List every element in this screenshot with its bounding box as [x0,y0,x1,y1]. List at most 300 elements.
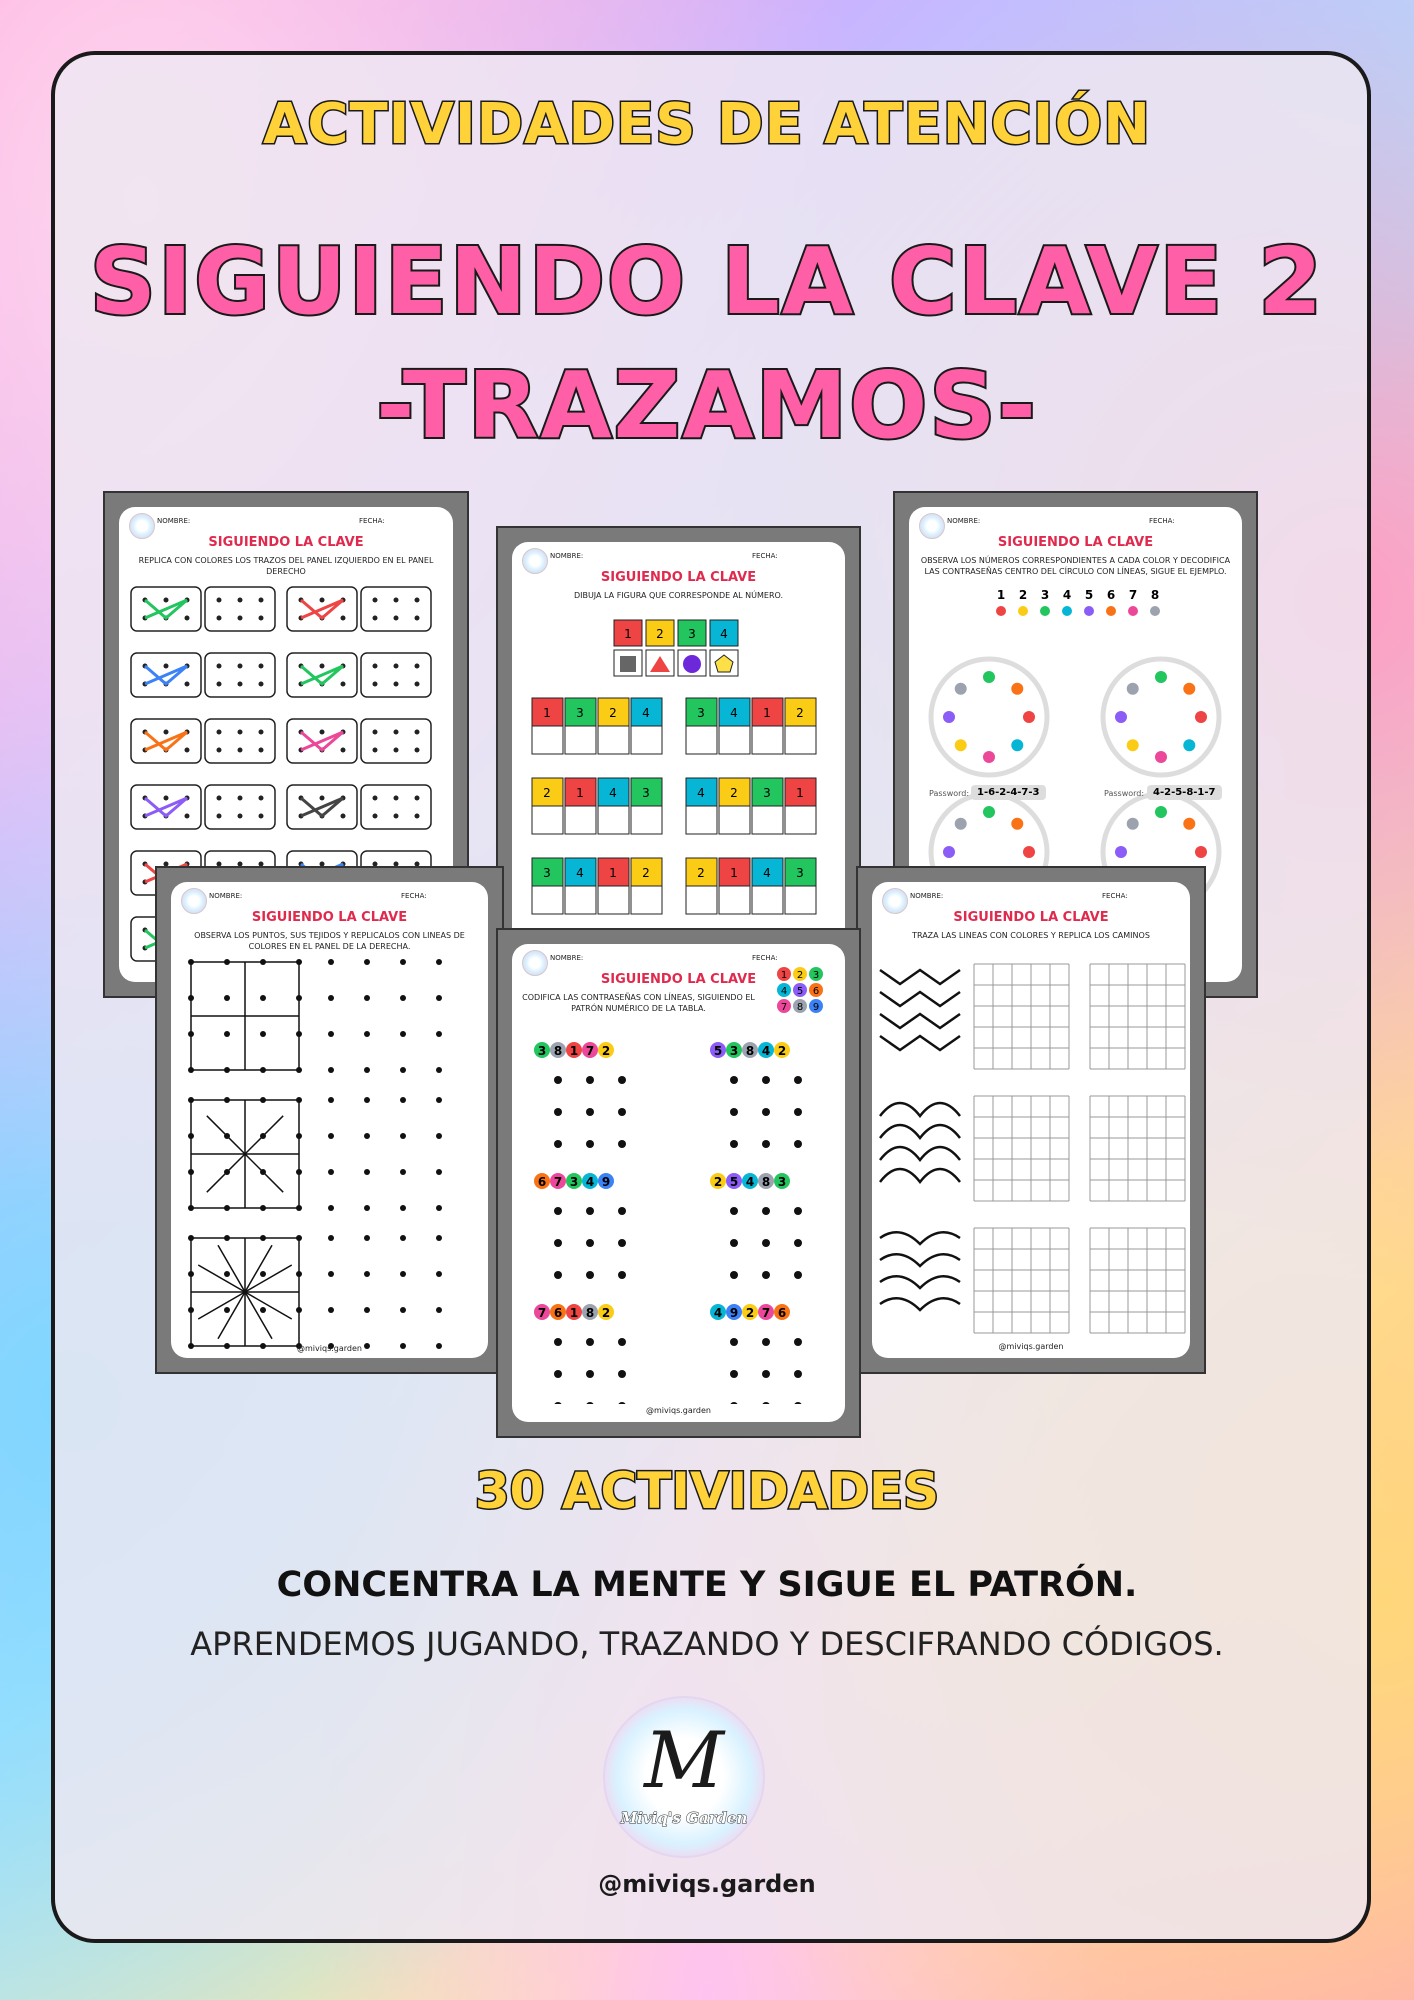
grid-dot [618,1108,626,1116]
key-dot [1106,606,1116,616]
code-digit: 3 [729,1044,739,1058]
answer-cell [785,806,816,834]
date-label: FECHA: [752,552,778,560]
dot [373,748,378,753]
code-digit: 8 [761,1175,771,1189]
dot [373,616,378,621]
dot [238,664,243,669]
answer-cell [532,806,563,834]
color-dot [1183,739,1195,751]
code-digit: 4 [585,1175,595,1189]
path-line [880,1036,960,1050]
weave-line [245,1154,283,1192]
color-dot [1127,818,1139,830]
name-label: NOMBRE: [947,517,981,525]
grid-dot [260,1307,266,1313]
grid-dot [400,995,406,1001]
grid-dot [762,1140,770,1148]
grid-dot [794,1108,802,1116]
grid-dot [400,1031,406,1037]
key-number: 8 [1150,588,1160,602]
grid-dot [328,1307,334,1313]
key-number: 4 [720,627,728,641]
name-label: NOMBRE: [910,892,944,900]
grid-dot [730,1207,738,1215]
code-digit: 3 [569,1175,579,1189]
dot [394,682,399,687]
code-digit: 5 [729,1175,739,1189]
password-label: Password: [929,789,970,798]
answer-cell [565,806,596,834]
dot [185,616,190,621]
circle-shape [683,655,701,673]
dot [238,682,243,687]
grid-dot [762,1402,770,1404]
color-dot [1155,751,1167,763]
date-label: FECHA: [401,892,427,900]
answer-cell [565,726,596,754]
grid-dot [328,1097,334,1103]
cell-number: 2 [543,786,551,800]
cell-number: 1 [543,706,551,720]
answer-cell [752,886,783,914]
path-line [880,1125,960,1138]
grid-dot [618,1338,626,1346]
key-number: 6 [1106,588,1116,602]
key-number: 3 [812,970,820,981]
dot [217,664,222,669]
code-digit: 7 [585,1044,595,1058]
grid-dot [730,1370,738,1378]
dot [320,730,325,735]
code-digit: 9 [601,1175,611,1189]
social-handle: @miviqs.garden [598,1870,816,1898]
grid-dot [554,1402,562,1404]
dot [415,814,420,819]
code-digit: 6 [777,1306,787,1320]
grid-dot [328,1271,334,1277]
key-number: 3 [1040,588,1050,602]
worksheet-preview-6 [856,866,1206,1374]
color-dot [1115,711,1127,723]
dot [259,748,264,753]
dot [415,616,420,621]
answer-cell [719,886,750,914]
grid-dot [328,1031,334,1037]
path-line [880,1298,960,1310]
grid-dot [328,1169,334,1175]
grid-dot [554,1271,562,1279]
grid-dot [436,1133,442,1139]
key-number: 4 [1062,588,1072,602]
grid-dot [436,1205,442,1211]
key-number: 5 [1084,588,1094,602]
code-digit: 7 [553,1175,563,1189]
answer-cell [598,886,629,914]
dot [164,598,169,603]
grid-dot [586,1271,594,1279]
worksheet-title: SIGUIENDO LA CLAVE [251,910,408,925]
path-line [880,1232,960,1244]
main-title: SIGUIENDO LA CLAVE 2 [89,228,1325,335]
dot [415,664,420,669]
grid-dot [400,959,406,965]
answer-cell [752,806,783,834]
grid-dot [260,1271,266,1277]
path-line [880,1147,960,1160]
color-dot [955,818,967,830]
dot [415,748,420,753]
key-number: 1 [996,588,1006,602]
code-digit: 3 [777,1175,787,1189]
grid-dot [364,1067,370,1073]
dot [259,682,264,687]
path-line [880,970,960,984]
code-digit: 8 [745,1044,755,1058]
color-dot [1011,739,1023,751]
worksheet-instruction: OBSERVA LOS PUNTOS, SUS TEJIDOS Y REPLICALOS CON LINEAS DE COLORES EN EL PANEL DE LA DERECHA. [194,931,465,951]
grid-dot [618,1207,626,1215]
name-label: NOMBRE: [157,517,191,525]
password-dot-grids [512,964,845,1404]
grid-dot [730,1271,738,1279]
grid-dot [364,959,370,965]
password-example-2: 4-2-5-8-1-7 [1147,785,1222,800]
dot [373,796,378,801]
grid-dot [328,1235,334,1241]
dot [394,814,399,819]
dot [394,796,399,801]
dot [238,616,243,621]
grid-dot [436,1031,442,1037]
panel-box [361,785,431,829]
answer-cell [686,806,717,834]
grid-dot [762,1076,770,1084]
color-dot [1195,846,1207,858]
date-label: FECHA: [1102,892,1128,900]
panel-box [361,587,431,631]
cell-number: 2 [730,786,738,800]
cell-number: 3 [763,786,771,800]
grid-dot [554,1108,562,1116]
code-digit: 4 [713,1306,723,1320]
panel-box [205,653,275,697]
subtitle: APRENDEMOS JUGANDO, TRAZANDO Y DESCIFRANDO CÓDIGOS. [190,1625,1224,1663]
cell-number: 2 [609,706,617,720]
dot [238,796,243,801]
dot [373,682,378,687]
key-dot [1018,606,1028,616]
cell-number: 4 [609,786,617,800]
code-digit: 4 [761,1044,771,1058]
dot [394,598,399,603]
path-line [880,992,960,1006]
worksheet-credit: @miviqs.garden [297,1344,362,1353]
path-line [880,1103,960,1116]
code-digit: 1 [569,1306,579,1320]
color-dot [943,711,955,723]
code-digit: 6 [537,1175,547,1189]
worksheet-instruction: REPLICA CON COLORES LOS TRAZOS DEL PANEL IZQUIERDO EN EL PANEL DERECHO [138,556,434,576]
worksheet-instruction: OBSERVA LOS NÚMEROS CORRESPONDIENTES A CADA COLOR Y DECODIFICA LAS CONTRASEÑAS CENTRO DEL CÍRCULO CON LÍNEAS, SIGUE EL EJEMPLO. [920,556,1231,576]
weave-line [207,1154,245,1192]
grid-dot [586,1370,594,1378]
color-dot [1195,711,1207,723]
grid-dot [400,1169,406,1175]
grid-dot [762,1370,770,1378]
weave-line [207,1116,245,1154]
worksheet-preview-4 [155,866,504,1374]
grid-dot [436,1271,442,1277]
path-line [880,1014,960,1028]
key-number: 1 [624,627,632,641]
grid-dot [794,1207,802,1215]
grid-dot [794,1239,802,1247]
grid-dot [794,1402,802,1404]
grid-dot [794,1338,802,1346]
path-trace-grids [872,944,1190,1344]
code-digit: 3 [537,1044,547,1058]
grid-dot [586,1076,594,1084]
worksheet-title: SIGUIENDO LA CLAVE [953,910,1109,925]
grid-dot [554,1140,562,1148]
code-digit: 4 [745,1175,755,1189]
answer-cell [631,886,662,914]
dot [341,616,346,621]
cell-number: 4 [730,706,738,720]
grid-dot [400,1133,406,1139]
dot [185,748,190,753]
cell-number: 4 [697,786,705,800]
dot [185,682,190,687]
grid-dot [730,1140,738,1148]
panel-box [205,719,275,763]
answer-cell [598,726,629,754]
grid-dot [554,1239,562,1247]
color-dot [1127,739,1139,751]
answer-cell [532,886,563,914]
grid-dot [400,1205,406,1211]
grid-dot [328,1133,334,1139]
key-dot [1150,606,1160,616]
dot-weave-grids [171,952,488,1352]
color-dot [955,739,967,751]
dot [259,664,264,669]
cell-number: 3 [642,786,650,800]
key-dot [1040,606,1050,616]
grid-dot [436,1235,442,1241]
dot [341,682,346,687]
key-dot [1128,606,1138,616]
activity-count: 30 ACTIVIDADES [474,1462,940,1520]
dot [164,730,169,735]
grid-dot [364,1271,370,1277]
dot [259,730,264,735]
weave-line [245,1116,283,1154]
tagline: CONCENTRA LA MENTE Y SIGUE EL PATRÓN. [276,1565,1138,1605]
dot [259,796,264,801]
grid-dot [328,1205,334,1211]
dot [238,730,243,735]
worksheet-title: SIGUIENDO LA CLAVE [997,535,1154,550]
code-digit: 6 [553,1306,563,1320]
worksheet-instruction: TRAZA LAS LINEAS CON COLORES Y REPLICA LOS CAMINOS [912,931,1150,940]
grid-dot [436,1067,442,1073]
dot [373,814,378,819]
dot [217,748,222,753]
key-number: 7 [1128,588,1138,602]
grid-dot [586,1402,594,1404]
worksheet-instruction: DIBUJA LA FIGURA QUE CORRESPONDE AL NÚMERO. [573,591,784,600]
path-line [880,1254,960,1266]
dot [415,598,420,603]
grid-dot [618,1239,626,1247]
dot [320,664,325,669]
dot [238,814,243,819]
code-digit: 2 [601,1306,611,1320]
answer-cell [785,886,816,914]
dot [320,598,325,603]
grid-dot [436,1097,442,1103]
brand-logo [603,1696,765,1858]
grid-dot [554,1207,562,1215]
worksheet-preview-5 [496,928,861,1438]
grid-dot [328,1067,334,1073]
kicker-title: ACTIVIDADES DE ATENCIÓN [263,92,1151,157]
grid-dot [364,1307,370,1313]
color-dot [983,806,995,818]
color-dot [983,671,995,683]
key-number: 7 [780,1002,788,1013]
dot [373,730,378,735]
key-number: 8 [796,1002,804,1013]
name-label: NOMBRE: [550,954,584,962]
cell-number: 2 [796,706,804,720]
key-number: 5 [796,986,804,997]
key-number: 9 [812,1002,820,1013]
grid-dot [554,1076,562,1084]
worksheet-title: SIGUIENDO LA CLAVE [208,535,364,550]
path-line [880,1169,960,1182]
dot [164,796,169,801]
grid-dot [400,1235,406,1241]
key-number: 1 [780,970,788,981]
grid-dot [224,1271,230,1277]
worksheet-instruction: CODIFICA LAS CONTRASEÑAS CON LÍNEAS, SIGUIENDO EL PATRÓN NUMÉRICO DE LA TABLA. [522,993,755,1013]
answer-cell [719,726,750,754]
color-dot [1023,846,1035,858]
worksheet-credit: @miviqs.garden [998,1342,1064,1351]
dot [217,616,222,621]
main-subtitle: -TRAZAMOS- [376,352,1038,459]
grid-dot [618,1271,626,1279]
key-number: 6 [812,986,820,997]
grid-dot [730,1402,738,1404]
dot [341,748,346,753]
dot [415,796,420,801]
color-dot [1127,683,1139,695]
dot [259,616,264,621]
path-line [880,1276,960,1288]
code-digit: 7 [761,1306,771,1320]
answer-cell [565,886,596,914]
key-dot [1062,606,1072,616]
cell-number: 1 [796,786,804,800]
cell-number: 2 [642,866,650,880]
answer-cell [631,726,662,754]
dot [394,664,399,669]
grid-dot [436,995,442,1001]
grid-dot [618,1370,626,1378]
key-dot [996,606,1006,616]
color-dot [983,751,995,763]
grid-dot [794,1076,802,1084]
grid-dot [762,1338,770,1346]
grid-dot [364,1205,370,1211]
cell-number: 3 [543,866,551,880]
panel-box [361,719,431,763]
code-digit: 2 [745,1306,755,1320]
grid-dot [762,1271,770,1279]
password-label: Password: [1104,789,1145,798]
grid-dot [364,1097,370,1103]
color-dot [1115,846,1127,858]
cell-number: 1 [730,866,738,880]
logo-name: Miviq's Garden [620,1809,748,1827]
code-digit: 9 [729,1306,739,1320]
worksheet-credit: @miviqs.garden [646,1406,711,1415]
key-dot [1084,606,1094,616]
cell-number: 1 [609,866,617,880]
dot [341,814,346,819]
code-digit: 2 [601,1044,611,1058]
color-dot [1011,818,1023,830]
grid-dot [762,1108,770,1116]
answer-cell [785,726,816,754]
key-number: 4 [780,986,788,997]
grid-dot [618,1402,626,1404]
code-digit: 2 [713,1175,723,1189]
grid-dot [328,995,334,1001]
grid-dot [436,1169,442,1175]
color-dot [1183,818,1195,830]
grid-dot [364,1031,370,1037]
dot [373,598,378,603]
grid-dot [224,995,230,1001]
key-number: 2 [656,627,664,641]
key-number: 2 [796,970,804,981]
answer-cell [752,726,783,754]
grid-dot [586,1108,594,1116]
date-label: FECHA: [359,517,385,525]
grid-dot [618,1140,626,1148]
color-dot [1023,711,1035,723]
key-number: 3 [688,627,696,641]
grid-dot [730,1108,738,1116]
grid-dot [618,1076,626,1084]
color-dot [1155,806,1167,818]
code-digit: 1 [569,1044,579,1058]
grid-dot [260,995,266,1001]
dot [259,598,264,603]
dot [164,664,169,669]
grid-dot [794,1271,802,1279]
dot [415,730,420,735]
grid-dot [436,1307,442,1313]
cell-number: 4 [642,706,650,720]
worksheet-title: SIGUIENDO LA CLAVE [600,570,757,585]
grid-dot [224,1307,230,1313]
